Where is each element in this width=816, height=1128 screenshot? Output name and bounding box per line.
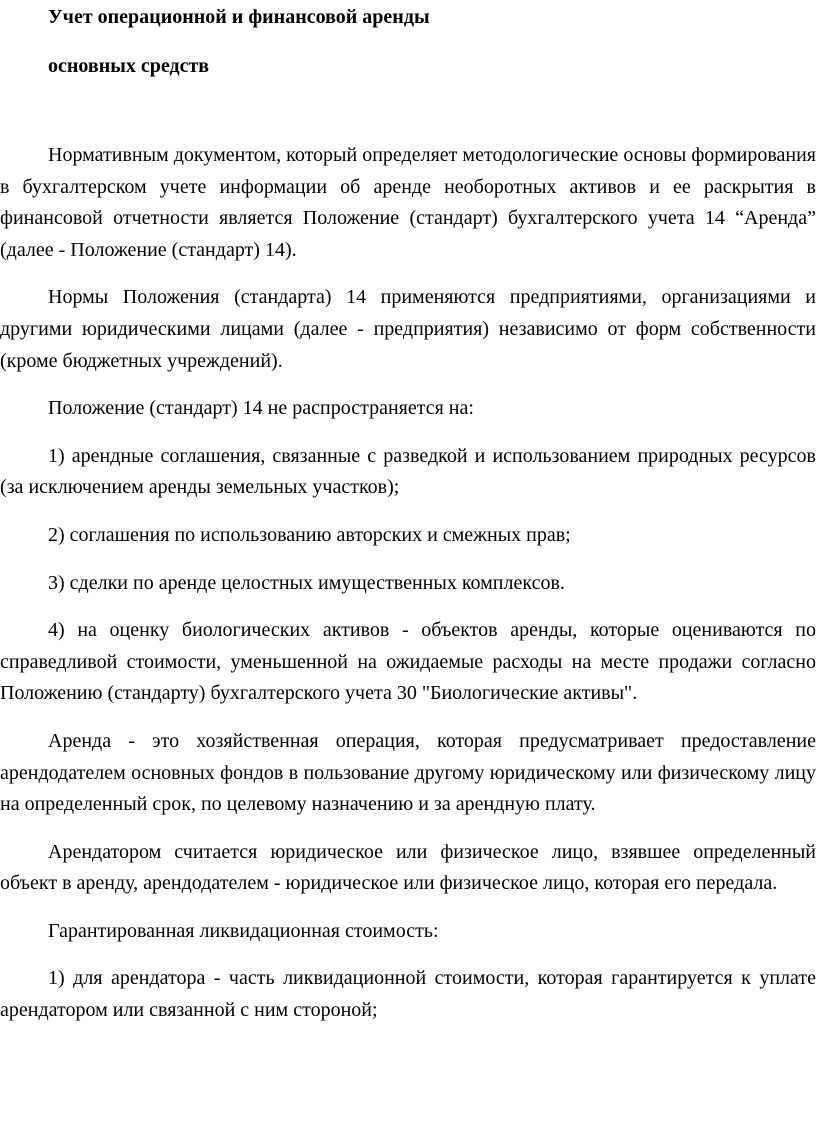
- document-title-line-1: Учет операционной и финансовой аренды: [48, 6, 430, 28]
- paragraph-not-applicable-intro: Положение (стандарт) 14 не распространяется на:: [48, 397, 474, 420]
- paragraph-exception-1: 1) арендные соглашения, связанные с разведкой и использованием природных ресурсов (за исключением аренды земельных участков);: [0, 444, 816, 499]
- paragraph-residual-value-lessee: 1) для арендатора - часть ликвидационной стоимости, которая гарантируется к уплате арендатором или связанной с ним стороной;: [0, 967, 816, 1022]
- paragraph-exception-3: 3) сделки по аренде целостных имущественных комплексов.: [48, 571, 565, 594]
- document-body: [0, 140, 816, 1043]
- paragraph-lessee-definition: Арендатором считается юридическое или физическое лицо, взявшее определенный объект в аренду, арендодателем - юридическое или физическое лицо, которая его передала.: [0, 840, 816, 895]
- document-title-line-2: основных средств: [48, 55, 210, 77]
- paragraph-lease-definition: Аренда - это хозяйственная операция, которая предусматривает предоставление арендодателем основных фондов в пользование другому юридическому или физическому лицу на определенный срок, по целевому назначению и за арендную плату.: [0, 729, 816, 816]
- paragraph-exception-2: 2) соглашения по использованию авторских и смежных прав;: [48, 523, 571, 546]
- paragraph-guaranteed-residual-value: Гарантированная ликвидационная стоимость:: [48, 919, 439, 942]
- paragraph-exception-4: 4) на оценку биологических активов - объектов аренды, которые оцениваются по справедливой стоимости, уменьшенной на ожидаемые расходы на месте продажи согласно Положению (стандарту) бухгалтерского учета 30 "Биологические активы".: [0, 619, 816, 705]
- paragraph-normative-document: Нормативным документом, который определяет методологические основы формирования в бухгалтерском учете информации об аренде необоротных активов и ее раскрытия в финансовой отчетности является Положение (стандарт) бухгалтерского учета 14 “Аренда” (далее - Положение (стандарт) 14).: [0, 144, 816, 261]
- paragraph-norms-application: Нормы Положения (стандарта) 14 применяются предприятиями, организациями и другими юридическими лицами (далее - предприятия) независимо от форм собственности (кроме бюджетных учреждений).: [0, 286, 816, 372]
